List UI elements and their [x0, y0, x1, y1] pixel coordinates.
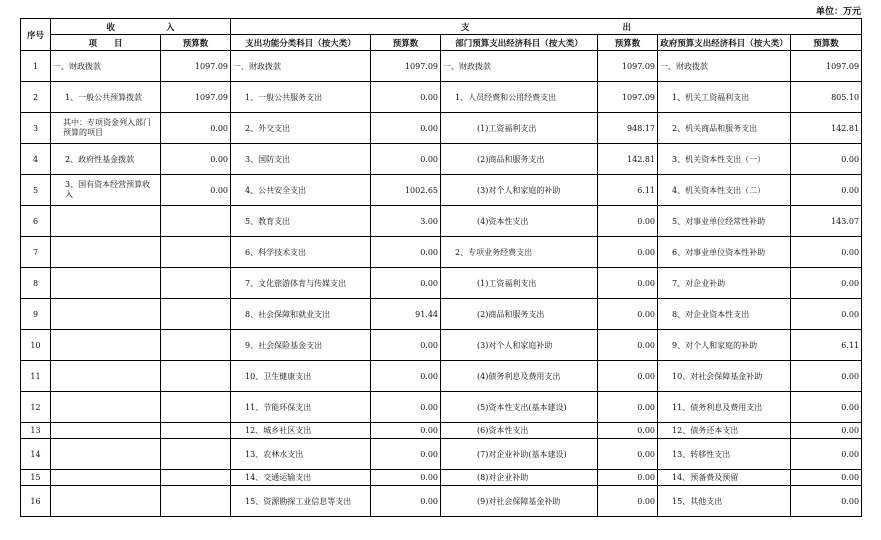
income-value: 0.00 [161, 175, 231, 206]
dept-value: 948.17 [598, 113, 658, 144]
income-item [51, 237, 161, 268]
dept-value: 1097.09 [598, 82, 658, 113]
dept-item: (4)资本性支出 [441, 206, 598, 237]
unit-label: 单位：万元 [815, 7, 861, 17]
dept-value: 0.00 [598, 268, 658, 299]
dept-value: 0.00 [598, 392, 658, 423]
func-value: 91.44 [371, 299, 441, 330]
dept-value: 0.00 [598, 206, 658, 237]
dept-value: 142.81 [598, 144, 658, 175]
income-value: 0.00 [161, 113, 231, 144]
dept-item: (2)商品和服务支出 [441, 144, 598, 175]
func-item: 12、城乡社区支出 [231, 423, 371, 439]
func-value: 0.00 [371, 392, 441, 423]
func-item: 5、教育支出 [231, 206, 371, 237]
table-row [21, 439, 862, 470]
dept-value: 0.00 [598, 470, 658, 486]
func-item: 6、科学技术支出 [231, 237, 371, 268]
income-value: 1097.09 [161, 82, 231, 113]
income-value [161, 439, 231, 470]
gov-value: 0.00 [791, 175, 862, 206]
income-value [161, 470, 231, 486]
gov-value: 0.00 [791, 423, 862, 439]
func-value: 0.00 [371, 268, 441, 299]
dept-item: (3)对个人和家庭补助 [441, 330, 598, 361]
income-item [51, 392, 161, 423]
gov-item: 7、对企业补助 [658, 268, 791, 299]
dept-item: (9)对社会保障基金补助 [441, 486, 598, 517]
seq-header: 序号 [21, 19, 51, 51]
table-row [21, 82, 862, 113]
dept-item: (6)资本性支出 [441, 423, 598, 439]
func-value: 0.00 [371, 330, 441, 361]
dept-item: (3)对个人和家庭的补助 [441, 175, 598, 206]
table-row [21, 113, 862, 144]
func-item: 10、卫生健康支出 [231, 361, 371, 392]
gov-value: 1097.09 [791, 51, 862, 82]
gov-value: 0.00 [791, 268, 862, 299]
func-value: 0.00 [371, 113, 441, 144]
func-item: 14、交通运输支出 [231, 470, 371, 486]
row-seq: 15 [21, 470, 51, 486]
func-item: 9、社会保险基金支出 [231, 330, 371, 361]
dept-value: 6.11 [598, 175, 658, 206]
gov-item: 3、机关资本性支出（一） [658, 144, 791, 175]
income-item: 一、财政拨款 [51, 51, 161, 82]
row-seq: 16 [21, 486, 51, 517]
dept-value: 0.00 [598, 439, 658, 470]
income-item [51, 470, 161, 486]
income-item [51, 330, 161, 361]
gov-value: 0.00 [791, 439, 862, 470]
gov-item: 一、财政拨款 [658, 51, 791, 82]
table-row [21, 330, 862, 361]
func-item: 7、文化旅游体育与传媒支出 [231, 268, 371, 299]
income-value [161, 268, 231, 299]
budget-header: 预算数 [791, 35, 862, 51]
dept-value: 0.00 [598, 486, 658, 517]
income-value [161, 206, 231, 237]
gov-value: 0.00 [791, 470, 862, 486]
income-value [161, 486, 231, 517]
dept-value: 0.00 [598, 330, 658, 361]
gov-item: 15、其他支出 [658, 486, 791, 517]
item-header: 项 目 [51, 35, 161, 51]
budget-header: 预算数 [371, 35, 441, 51]
gov-item: 2、机关商品和服务支出 [658, 113, 791, 144]
row-seq: 12 [21, 392, 51, 423]
gov-item: 12、债务还本支出 [658, 423, 791, 439]
income-item [51, 423, 161, 439]
dept-item: (5)资本性支出(基本建设) [441, 392, 598, 423]
income-item: 1、一般公共预算拨款 [51, 82, 161, 113]
row-seq: 5 [21, 175, 51, 206]
row-seq: 10 [21, 330, 51, 361]
table-row [21, 175, 862, 206]
income-item [51, 439, 161, 470]
gov-value: 0.00 [791, 486, 862, 517]
gov-value: 142.81 [791, 113, 862, 144]
dept-value: 0.00 [598, 361, 658, 392]
row-seq: 8 [21, 268, 51, 299]
gov-item: 6、对事业单位资本性补助 [658, 237, 791, 268]
gov-item: 5、对事业单位经常性补助 [658, 206, 791, 237]
gov-value: 143.07 [791, 206, 862, 237]
dept-item: 1、人员经费和公用经费支出 [441, 82, 598, 113]
income-header: 收 入 [51, 19, 231, 35]
table-row [21, 361, 862, 392]
table-row [21, 392, 862, 423]
dept-econ-header: 部门预算支出经济科目（按大类） [441, 35, 598, 51]
income-value [161, 423, 231, 439]
func-value: 0.00 [371, 361, 441, 392]
func-value: 1002.65 [371, 175, 441, 206]
income-item: 3、国有资本经营预算收入 [51, 175, 161, 206]
func-value: 0.00 [371, 237, 441, 268]
func-item: 一、财政拨款 [231, 51, 371, 82]
income-value [161, 237, 231, 268]
gov-item: 8、对企业资本性支出 [658, 299, 791, 330]
row-seq: 1 [21, 51, 51, 82]
dept-item: (2)商品和服务支出 [441, 299, 598, 330]
income-value [161, 299, 231, 330]
dept-value: 0.00 [598, 423, 658, 439]
table-row [21, 51, 862, 82]
income-item [51, 268, 161, 299]
expenditure-header: 支 出 [231, 19, 862, 35]
income-value: 0.00 [161, 144, 231, 175]
table-row [21, 237, 862, 268]
func-item: 8、社会保障和就业支出 [231, 299, 371, 330]
gov-item: 11、债务利息及费用支出 [658, 392, 791, 423]
func-value: 0.00 [371, 486, 441, 517]
dept-item: (4)债务利息及费用支出 [441, 361, 598, 392]
dept-item: (1)工资福利支出 [441, 268, 598, 299]
func-item: 2、外交支出 [231, 113, 371, 144]
func-item: 4、公共安全支出 [231, 175, 371, 206]
gov-item: 4、机关资本性支出（二） [658, 175, 791, 206]
dept-value: 0.00 [598, 299, 658, 330]
row-seq: 2 [21, 82, 51, 113]
income-value [161, 330, 231, 361]
row-seq: 11 [21, 361, 51, 392]
row-seq: 14 [21, 439, 51, 470]
table-row [21, 144, 862, 175]
gov-item: 1、机关工资福利支出 [658, 82, 791, 113]
row-seq: 4 [21, 144, 51, 175]
gov-value: 0.00 [791, 392, 862, 423]
income-value [161, 361, 231, 392]
row-seq: 9 [21, 299, 51, 330]
income-item: 其中：专项资金列入部门预算的项目 [51, 113, 161, 144]
income-value: 1097.09 [161, 51, 231, 82]
gov-value: 0.00 [791, 361, 862, 392]
gov-value: 6.11 [791, 330, 862, 361]
func-value: 0.00 [371, 82, 441, 113]
dept-value: 1097.09 [598, 51, 658, 82]
dept-item: 一、财政拨款 [441, 51, 598, 82]
func-item: 1、一般公共服务支出 [231, 82, 371, 113]
row-seq: 6 [21, 206, 51, 237]
budget-table [20, 18, 862, 517]
income-item [51, 299, 161, 330]
func-value: 0.00 [371, 144, 441, 175]
income-item [51, 206, 161, 237]
func-value: 0.00 [371, 423, 441, 439]
income-item [51, 361, 161, 392]
dept-item: (8)对企业补助 [441, 470, 598, 486]
income-item: 2、政府性基金拨款 [51, 144, 161, 175]
func-class-header: 支出功能分类科目（按大类） [231, 35, 371, 51]
func-value: 0.00 [371, 470, 441, 486]
table-row [21, 423, 862, 439]
row-seq: 3 [21, 113, 51, 144]
table-row [21, 206, 862, 237]
table-row [21, 268, 862, 299]
row-seq: 7 [21, 237, 51, 268]
table-row [21, 299, 862, 330]
func-value: 0.00 [371, 439, 441, 470]
gov-item: 10、对社会保障基金补助 [658, 361, 791, 392]
row-seq: 13 [21, 423, 51, 439]
dept-item: (1)工资福利支出 [441, 113, 598, 144]
func-item: 11、节能环保支出 [231, 392, 371, 423]
gov-item: 13、转移性支出 [658, 439, 791, 470]
budget-header: 预算数 [161, 35, 231, 51]
gov-value: 0.00 [791, 144, 862, 175]
income-item [51, 486, 161, 517]
func-item: 3、国防支出 [231, 144, 371, 175]
gov-value: 805.10 [791, 82, 862, 113]
gov-econ-header: 政府预算支出经济科目（按大类） [658, 35, 791, 51]
table-row [21, 486, 862, 517]
gov-item: 14、预备费及预留 [658, 470, 791, 486]
income-value [161, 392, 231, 423]
dept-value: 0.00 [598, 237, 658, 268]
gov-value: 0.00 [791, 237, 862, 268]
func-item: 15、资源勘探工业信息等支出 [231, 486, 371, 517]
func-value: 1097.09 [371, 51, 441, 82]
dept-item: (7)对企业补助(基本建设) [441, 439, 598, 470]
func-item: 13、农林水支出 [231, 439, 371, 470]
budget-header: 预算数 [598, 35, 658, 51]
gov-value: 0.00 [791, 299, 862, 330]
gov-item: 9、对个人和家庭的补助 [658, 330, 791, 361]
dept-item: 2、专项业务经费支出 [441, 237, 598, 268]
table-row [21, 470, 862, 486]
func-value: 3.00 [371, 206, 441, 237]
